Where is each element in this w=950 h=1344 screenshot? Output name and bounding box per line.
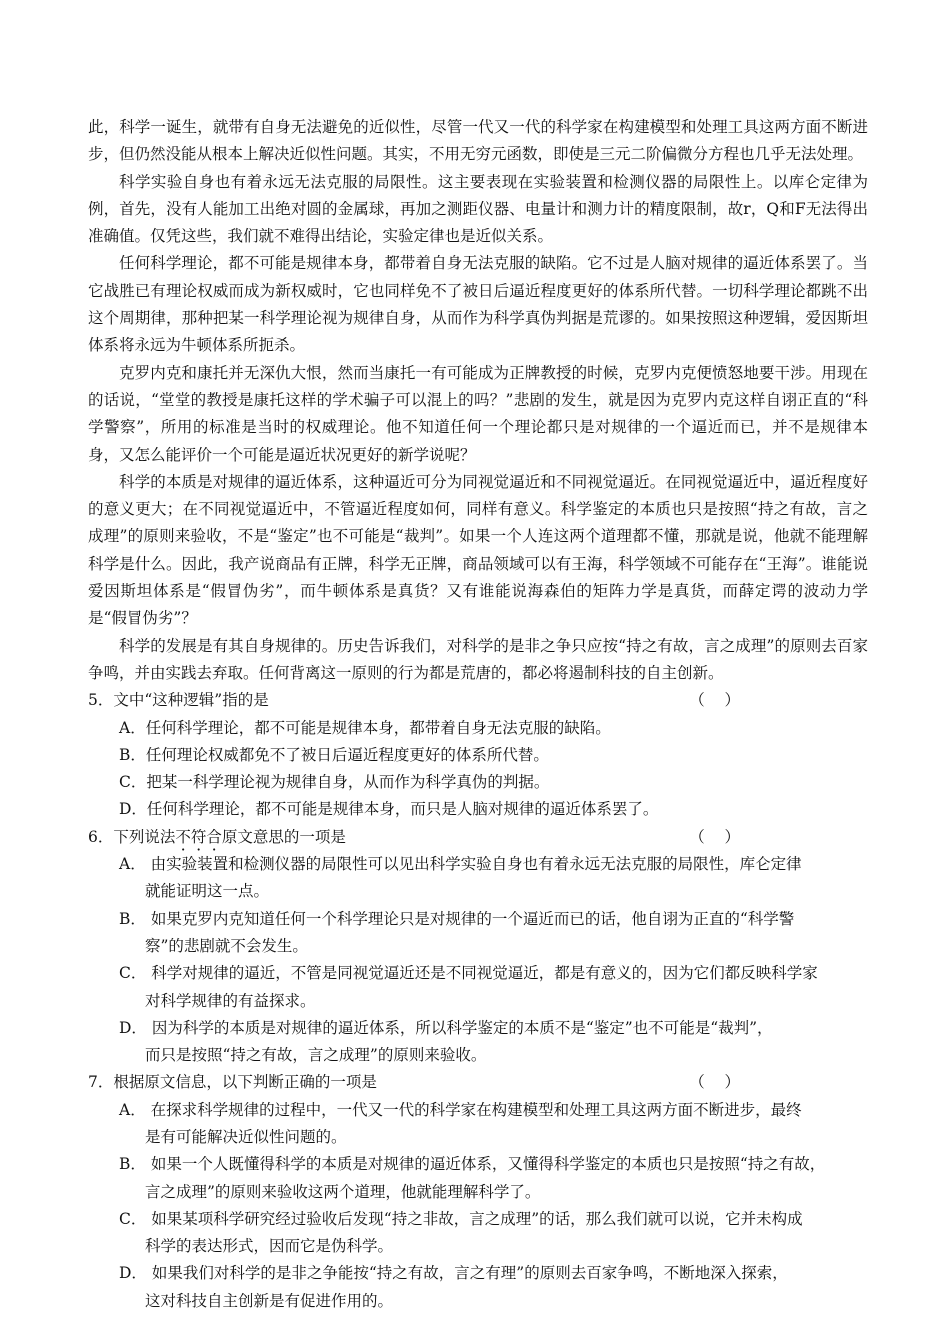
option-b: B．任何理论权威都免不了被日后逼近程度更好的体系所代替。 — [119, 745, 549, 764]
emphasis-char: 不 — [175, 827, 191, 846]
passage-paragraph: 克罗内克和康托并无深仇大恨，然而当康托一有可能成为正牌教授的时候，克罗内克便愤怒地要干涉。用现在的话说，“堂堂的教授是康托这样的学术骗子可以混上的吗？”悲剧的发生，就是因为克罗内克这样自诩正直的“科学警察”，所用的标准是当时的权威理论。他不知道任何一个理论都只是对规律的一个逼近而已，并不是规律本身，又怎么能评价一个可能是逼近状况更好的新学说呢？ — [88, 363, 868, 464]
option-a: A． 在探求科学规律的过程中，一代又一代的科学家在构建模型和处理工具这两方面不断进步，最终 是有可能解决近似性问题的。 — [119, 1100, 802, 1146]
answer-paren: （ ） — [689, 827, 740, 846]
emphasis-char: 合 — [206, 827, 222, 846]
option-b: B． 如果克罗内克知道任何一个科学理论只是对规律的一个逼近而已的话，他自诩为正直的“科学警 察”的悲剧就不会发生。 — [119, 909, 795, 955]
question-text: 5．文中“这种逻辑”指的是 — [88, 691, 269, 710]
question-5-stem — [88, 687, 868, 714]
passage-paragraph: 科学的发展是有其自身规律的。历史告诉我们，对科学的是非之争只应按“持之有故，言之成理”的原则去百家争鸣，并由实践去弃取。任何背离这一原则的行为都是荒唐的，都必将遏制科技的自主创新。 — [88, 636, 868, 682]
passage-paragraph: 科学的本质是对规律的逼近体系，这种逼近可分为同视觉逼近和不同视觉逼近。在同视觉逼近中，逼近程度好的意义更大；在不同视觉逼近中，不管逼近程度如何，同样有意义。科学鉴定的本质也只是按照“持之有故，言之成理”的原则来验收，不是“鉴定”也不可能是“裁判”。如果一个人连这两个道理都不懂，那就是说，他就不能理解科学是什么。因此，我产说商品有正牌，科学无正牌，商品领域可以有王海，科学领域不可能存在“王海”。谁能说爱因斯坦体系是“假冒伪劣”，而牛顿体系是真货？又有谁能说海森伯的矩阵力学是真货，而薛定谔的波动力学是“假冒伪劣”？ — [88, 472, 868, 628]
option-c: C．把某一科学理论视为规律自身，从而作为科学真伪的判据。 — [119, 773, 550, 792]
passage-paragraph: 任何科学理论，都不可能是规律本身，都带着自身无法克服的缺陷。它不过是人脑对规律的逼近体系罢了。当它战胜已有理论权威而成为新权威时，它也同样免不了被日后逼近程度更好的体系所代替。一切科学理论都跳不出这个周期律，那种把某一科学理论视为规律自身，从而作为科学真伪判据是荒谬的。如果按照这种逻辑，爱因斯坦体系将永远为牛顿体系所扼杀。 — [88, 254, 868, 355]
passage-paragraph: 科学实验自身也有着永远无法克服的局限性。这主要表现在实验装置和检测仪器的局限性上。以库仑定律为例，首先，没有人能加工出绝对圆的金属球，再加之测距仪器、电量计和测力计的精度限制，故r，Q和F无法得出准确值。仅凭这些，我们就不难得出结论，实验定律也是近似关系。 — [88, 172, 868, 246]
option-d: D． 如果我们对科学的是非之争能按“持之有故，言之有理”的原则去百家争鸣，不断地深入探索， 这对科技自主创新是有促进作用的。 — [119, 1264, 788, 1310]
emphasis-dotted-text — [175, 828, 222, 846]
passage-paragraph: 此，科学一诞生，就带有自身无法避免的近似性，尽管一代又一代的科学家在构建模型和处理工具这两方面不断进步，但仍然没能从根本上解决近似性问题。其实，不用无穷元函数，即使是三元二阶偏微分方程也几乎无法处理。 — [88, 118, 868, 164]
option-c: C． 如果某项科学研究经过验收后发现“持之非故，言之成理”的话，那么我们就可以说，它并未构成 科学的表达形式，因而它是伪科学。 — [119, 1209, 803, 1256]
question-text: 6．下列说法不符合原文意思的一项是 — [88, 827, 346, 846]
emphasis-char: 符 — [190, 827, 207, 846]
question-text: 7．根据原文信息，以下判断正确的一项是 — [88, 1073, 377, 1092]
answer-paren: （ ） — [689, 1073, 740, 1092]
option-d: D．任何科学理论，都不可能是规律本身，而只是人脑对规律的逼近体系罢了。 — [119, 800, 659, 819]
option-a: A． 由实验装置和检测仪器的局限性可以见出科学实验自身也有着永远无法克服的局限性，库仑定律 就能证明这一点。 — [119, 855, 802, 901]
question-6-stem — [88, 824, 868, 851]
exam-page — [88, 114, 868, 1315]
option-b: B． 如果一个人既懂得科学的本质是对规律的逼近体系，又懂得科学鉴定的本质也只是按照“持之有故， 言之成理”的原则来验收这两个道理，他就能理解科学了。 — [119, 1155, 826, 1201]
option-c: C． 科学对规律的逼近，不管是同视觉逼近还是不同视觉逼近，都是有意义的，因为它们都反映科学家 对科学规律的有益探求。 — [119, 964, 818, 1010]
question-7-stem — [88, 1069, 868, 1096]
option-d: D． 因为科学的本质是对规律的逼近体系，所以科学鉴定的本质不是“鉴定”也不可能是“裁判”， 而只是按照“持之有故，言之成理”的原则来验收。 — [119, 1018, 773, 1065]
answer-paren: （ ） — [689, 691, 740, 710]
option-a: A．任何科学理论，都不可能是规律本身，都带着自身无法克服的缺陷。 — [119, 718, 611, 737]
